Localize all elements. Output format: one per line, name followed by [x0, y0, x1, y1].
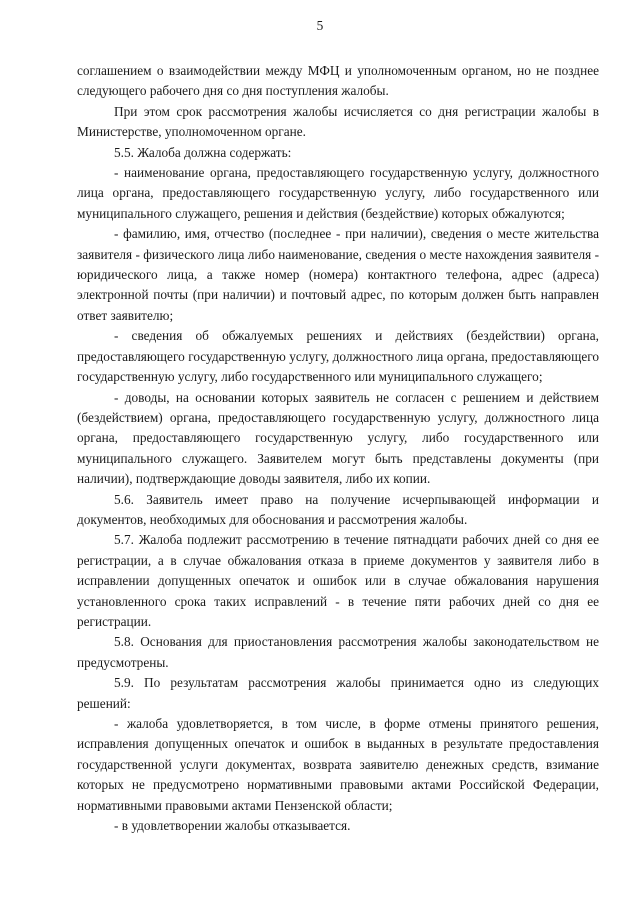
paragraph: 5.7. Жалоба подлежит рассмотрению в течение пятнадцати рабочих дней со дня ее регистрации, а в случае обжалования отказа в приеме документов у заявителя либо в исправлении допущенных опечаток и ошибок или в случае обжалования нарушения установленного срока таких исправлений - в течение пяти рабочих дней со дня ее регистрации.	[77, 532, 599, 629]
paragraph: - в удовлетворении жалобы отказывается.	[114, 818, 351, 834]
paragraph: - доводы, на основании которых заявитель не согласен с решением и действием (бездействием) органа, предоставляющего государственную услугу, должностного лица органа, предоставляющего государственную услугу, либо государственного или муниципального служащего. Заявителем могут быть представлены документы (при наличии), подтверждающие доводы заявителя, либо их копии.	[77, 389, 599, 487]
paragraph: - фамилию, имя, отчество (последнее - при наличии), сведения о месте жительства заявителя - физического лица либо наименование, сведения о месте нахождения заявителя - юридического лица, а также номер (номера) контактного телефона, адрес (адреса) электронной почты (при наличии) и почтовый адрес, по которым должен быть направлен ответ заявителю;	[77, 226, 599, 323]
document-body	[77, 61, 599, 836]
paragraph: 5.9. По результатам рассмотрения жалобы принимается одно из следующих решений:	[77, 675, 599, 711]
paragraph: При этом срок рассмотрения жалобы исчисляется со дня регистрации жалобы в Министерстве, уполномоченном органе.	[77, 103, 599, 140]
paragraph: - жалоба удовлетворяется, в том числе, в форме отмены принятого решения, исправления допущенных опечаток и ошибок в выданных в результате предоставления государственной услуги документах, возврата заявителю денежных средств, взимание которых не предусмотрено нормативными правовыми актами Российской Федерации, нормативными правовыми актами Пензенской области;	[77, 716, 599, 813]
paragraph: 5.6. Заявитель имеет право на получение исчерпывающей информации и документов, необходимых для обоснования и рассмотрения жалобы.	[77, 491, 599, 527]
paragraph: - наименование органа, предоставляющего государственную услугу, должностного лица органа, предоставляющего государственную услугу, либо государственного или муниципального служащего, решения и действия (бездействие) которых обжалуются;	[77, 165, 599, 221]
paragraph: - сведения об обжалуемых решениях и действиях (бездействии) органа, предоставляющего государственную услугу, должностного лица органа, предоставляющего государственную услугу, либо государственного или муниципального служащего;	[77, 328, 599, 385]
paragraph: соглашением о взаимодействии между МФЦ и уполномоченным органом, но не позднее следующего рабочего дня со дня поступления жалобы.	[77, 63, 599, 99]
paragraph: 5.8. Основания для приостановления рассмотрения жалобы законодательством не предусмотрены.	[77, 634, 599, 670]
page-number: 5	[316, 18, 324, 33]
paragraph: 5.5. Жалоба должна содержать:	[114, 144, 292, 160]
